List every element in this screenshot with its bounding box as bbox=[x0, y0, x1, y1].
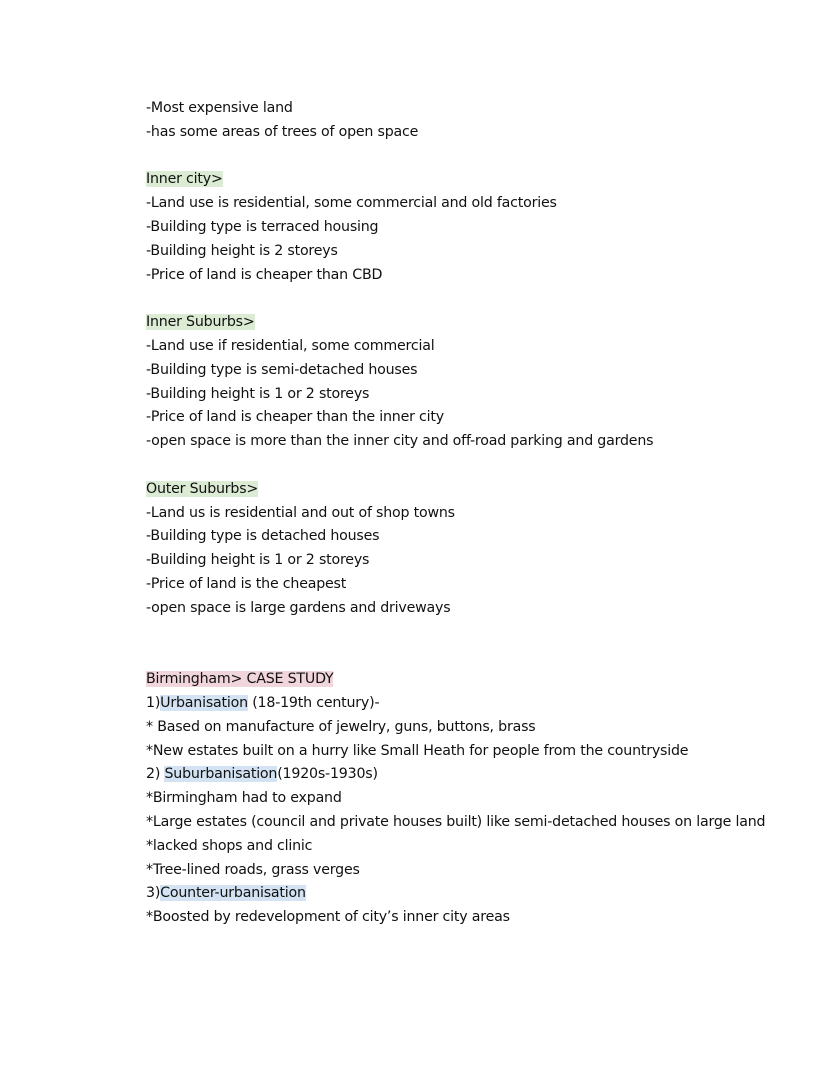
text-line: -Building height is 1 or 2 storeys bbox=[146, 385, 370, 402]
text-span: *Large estates (council and private houses built) like semi-detached houses on large land bbox=[146, 813, 766, 830]
text-span: 1) bbox=[146, 694, 161, 711]
text-line: -Land use if residential, some commercial bbox=[146, 337, 435, 354]
text-span: 2) bbox=[146, 766, 165, 783]
highlighted-term: Counter-urbanisation bbox=[160, 885, 306, 902]
text-span: *New estates built on a hurry like Small Heath for people from the countryside bbox=[146, 742, 689, 759]
spacer bbox=[146, 287, 766, 311]
text-span: *Tree-lined roads, grass verges bbox=[146, 861, 360, 878]
section-heading bbox=[146, 478, 766, 502]
section-heading bbox=[146, 311, 766, 335]
text-line: -Building height is 2 storeys bbox=[146, 242, 338, 259]
text-span: *Birmingham had to expand bbox=[146, 790, 342, 807]
case-study-heading-text: Birmingham> CASE STUDY bbox=[146, 671, 334, 688]
text-span: (1920s-1930s) bbox=[277, 766, 378, 783]
text-line: -Building type is detached houses bbox=[146, 528, 380, 545]
text-line: -has some areas of trees of open space bbox=[146, 123, 419, 140]
text-line: -Building type is terraced housing bbox=[146, 218, 379, 235]
text-line: -open space is large gardens and driveways bbox=[146, 599, 451, 616]
case-study-line bbox=[146, 835, 766, 859]
case-study-line bbox=[146, 906, 766, 930]
text-line: -Price of land is the cheapest bbox=[146, 575, 347, 592]
case-study-line bbox=[146, 787, 766, 811]
text-span: *Boosted by redevelopment of city’s inner city areas bbox=[146, 909, 510, 926]
text-span: 3) bbox=[146, 885, 161, 902]
case-study-line bbox=[146, 882, 766, 906]
section-heading-text: Outer Suburbs> bbox=[146, 480, 259, 497]
spacer bbox=[146, 454, 766, 478]
text-line: -Price of land is cheaper than CBD bbox=[146, 266, 383, 283]
text-line: -Building type is semi-detached houses bbox=[146, 361, 418, 378]
case-study-line bbox=[146, 740, 766, 764]
highlighted-term: Suburbanisation bbox=[164, 766, 278, 783]
document-body bbox=[146, 97, 766, 930]
case-study-line bbox=[146, 763, 766, 787]
case-study-line bbox=[146, 692, 766, 716]
highlighted-term: Urbanisation bbox=[160, 694, 248, 711]
text-line: -open space is more than the inner city and off-road parking and gardens bbox=[146, 433, 654, 450]
case-study-line bbox=[146, 859, 766, 883]
text-line: -Land us is residential and out of shop towns bbox=[146, 504, 455, 521]
text-line: -Most expensive land bbox=[146, 100, 293, 116]
text-span: * Based on manufacture of jewelry, guns, buttons, brass bbox=[146, 718, 536, 735]
text-span: (18-19th century)- bbox=[247, 694, 380, 711]
text-line: -Price of land is cheaper than the inner city bbox=[146, 409, 444, 426]
text-span: *lacked shops and clinic bbox=[146, 837, 313, 854]
section-heading-text: Inner city> bbox=[146, 171, 223, 188]
spacer bbox=[146, 145, 766, 169]
case-study-heading bbox=[146, 668, 766, 692]
section-heading bbox=[146, 168, 766, 192]
text-line: -Building height is 1 or 2 storeys bbox=[146, 552, 370, 569]
text-line: -Land use is residential, some commercial and old factories bbox=[146, 195, 557, 212]
spacer bbox=[146, 621, 766, 669]
case-study-line bbox=[146, 716, 766, 740]
section-heading-text: Inner Suburbs> bbox=[146, 314, 255, 331]
case-study-line bbox=[146, 811, 766, 835]
